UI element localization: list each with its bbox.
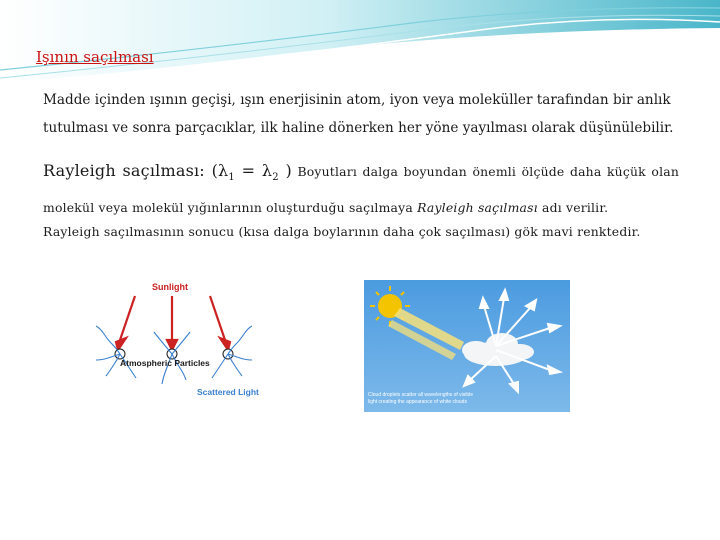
rayleigh-paragraph: Rayleigh saçılması: ($\lambda_1 = \lambda_2$ ) Boyutları dalga boyundan önemli ölçüde daha küçük olan molekül veya molekül yığınlarının oluşturduğu saçılmaya Rayleigh saçılması adı verilir. [43,161,680,216]
cloud-caption-1: Cloud droplets scatter all wavelengths of visible [368,392,474,398]
cloud-scattering-image [364,280,570,412]
scattered-label: Scattered Light [197,387,259,397]
header-decoration [0,0,720,90]
rayleigh-heading: Rayleigh saçılması: ($\lambda_1 = \lambda_2$ ) [43,161,292,184]
rayleigh-diagram [80,278,280,402]
result-paragraph: Rayleigh saçılmasının sonucu (kısa dalga boylarının daha çok saçılması) gök mavi renktedir. [43,224,641,239]
particles-label: Atmospheric Particles [120,358,210,368]
cloud-caption-2: light creating the appearance of white clouds [368,399,467,405]
intro-paragraph: Madde içinden ışının geçişi, ışın enerjisinin atom, iyon veya moleküller tarafından bir anlık tutulması ve sonra parçacıklar, ilk haline dönerken her yöne yayılması olarak düşünülebilir. [43,92,674,136]
slide-title: Işının saçılması [36,48,154,66]
sunlight-label: Sunlight [152,282,188,292]
rayleigh-term: Rayleigh saçılması [417,200,538,216]
